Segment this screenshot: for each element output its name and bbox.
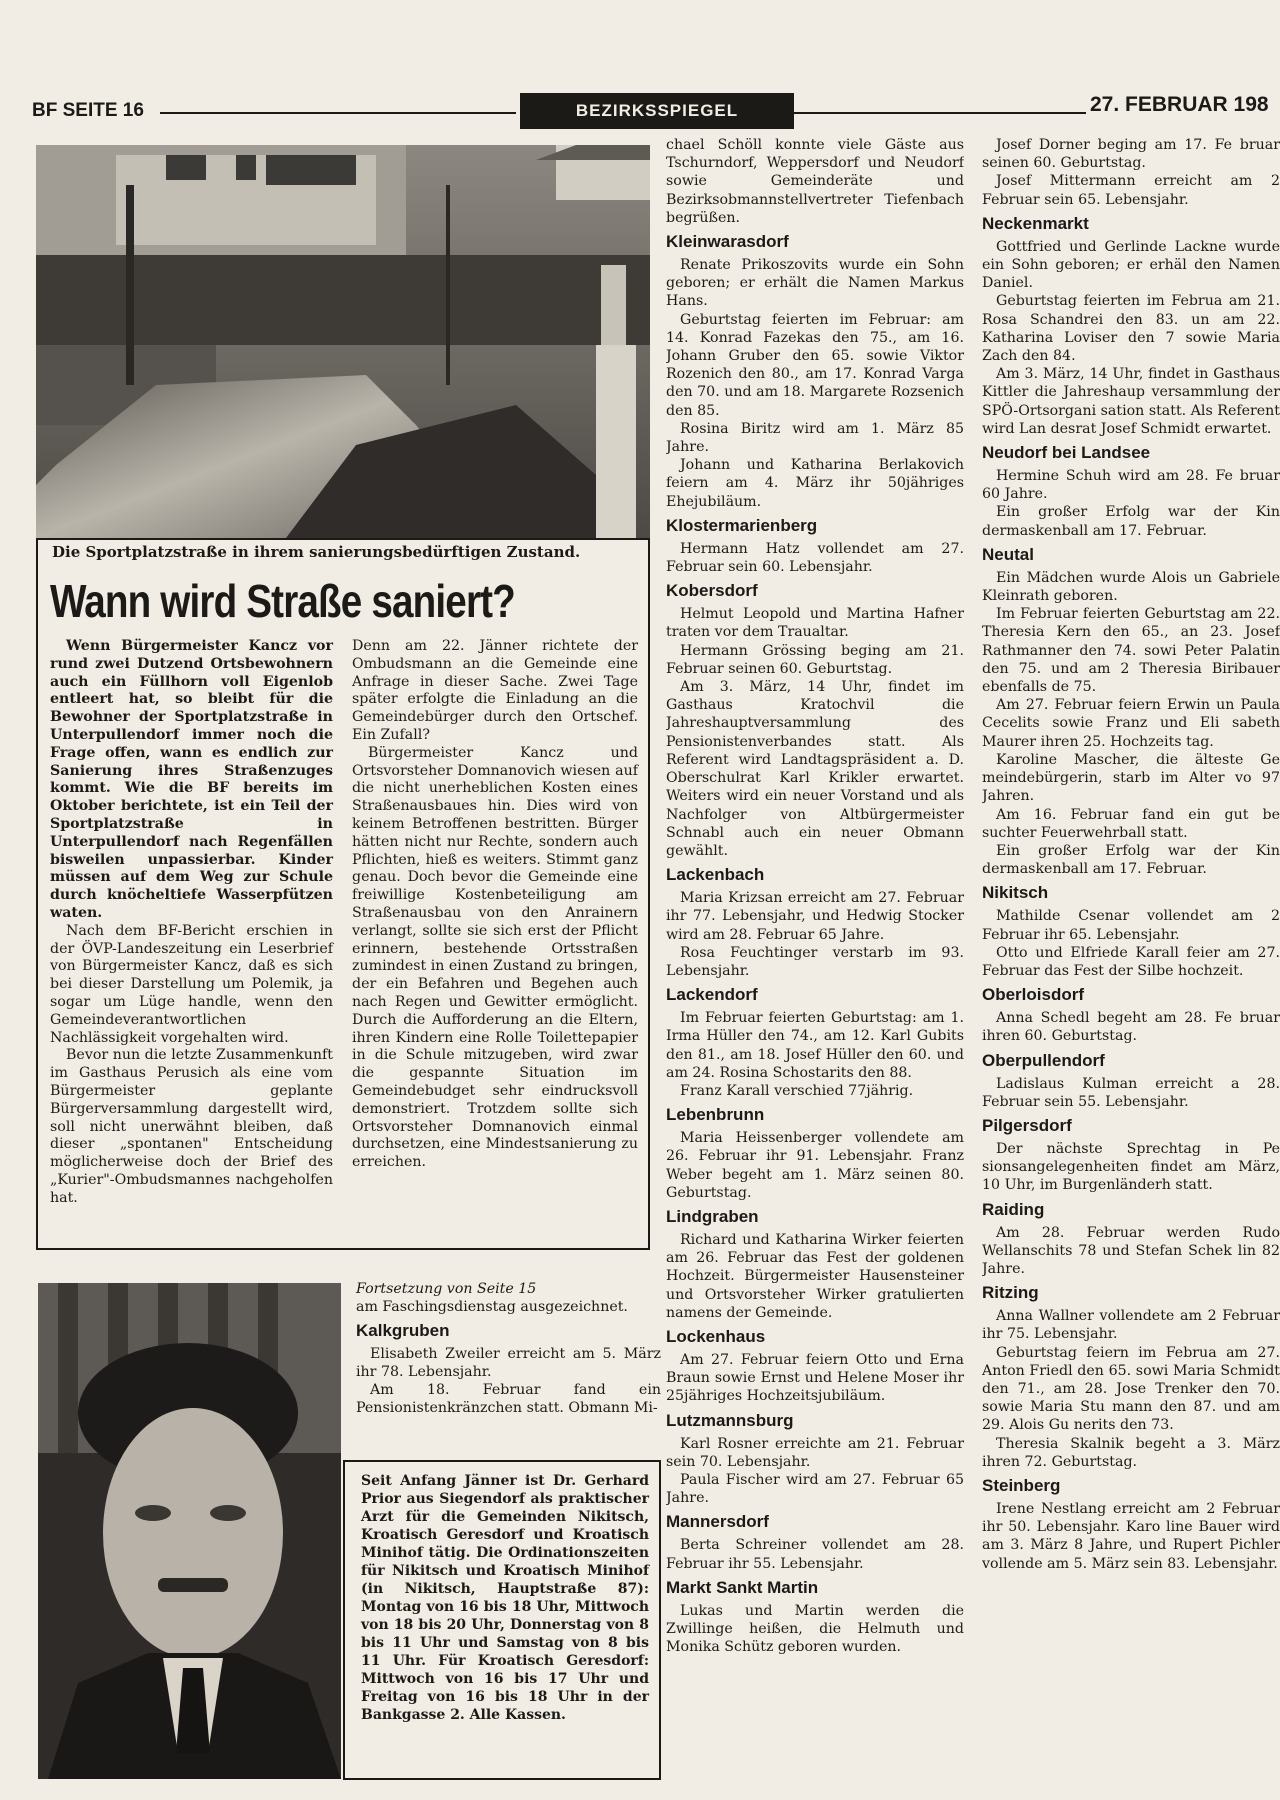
- news-item: Im Februar feierten Geburtstag am 22. Theresia Kern den 65., an 23. Josef Rathmanner den 74. sowi Peter Palatin den 75. und am 2 Theresia Biribauer ebenfalls de 75.: [982, 606, 1280, 696]
- article-column-1: [50, 638, 333, 1208]
- news-item: Lukas und Martin werden die Zwillinge heißen, die Helmuth und Monika Schütz geboren wurden.: [666, 1602, 964, 1656]
- news-item: Helmut Leopold und Martina Hafner traten vor dem Traualtar.: [666, 606, 964, 641]
- article-paragraph: Bevor nun die letzte Zusammenkunft im Gasthaus Perusich als eine vom Bürgermeister geplante Bürgerversammlung dargestellt wird, soll nicht unerwähnt bleiben, daß dieser „spontanen" Entscheidung möglicherweise doch der Brief des „Kurier"-Ombudsmannes nachgeholfen hat.: [50, 1047, 333, 1206]
- section-heading: Oberpullendorf: [982, 1050, 1105, 1070]
- section-heading: Neckenmarkt: [982, 213, 1089, 233]
- news-item: Maria Krizsan erreicht am 27. Februar ihr 77. Lebensjahr, und Hedwig Stocker wird am 28. Februar 65 Jahre.: [666, 890, 964, 943]
- news-item: Hermine Schuh wird am 28. Fe bruar 60 Jahre.: [982, 468, 1280, 503]
- section-heading: Markt Sankt Martin: [666, 1577, 819, 1597]
- column-intro: Josef Dorner beging am 17. Fe bruar seinen 60. Geburtstag.: [982, 137, 1280, 172]
- section-heading: Lockenhaus: [666, 1326, 766, 1346]
- news-item: Geburtstag feierten im Februa am 21. Rosa Schandrei den 83. un am 22. Katharina Loviser den 7 sowie Maria Zach den 84.: [982, 293, 1280, 365]
- section-heading: Nikitsch: [982, 883, 1049, 903]
- news-item: Ein großer Erfolg war der Kin dermaskenball am 17. Februar.: [982, 504, 1280, 539]
- section-heading: Kalkgruben: [356, 1321, 450, 1340]
- news-item: Otto und Elfriede Karall feier am 27. Februar das Fest der Silbe hochzeit.: [982, 944, 1280, 979]
- section-heading: Ritzing: [982, 1283, 1039, 1303]
- street-photo: [36, 145, 650, 538]
- news-item: Hermann Grössing beging am 21. Februar seinen 60. Geburtstag.: [666, 642, 964, 677]
- issue-date: 27. FEBRUAR 198: [1090, 93, 1269, 116]
- news-item: Berta Schreiner vollendet am 28. Februar ihr 55. Lebensjahr.: [666, 1537, 964, 1572]
- news-item: Geburtstag feierten im Februar: am 14. Konrad Fazekas den 75., am 16. Johann Gruber den 65. sowie Viktor Rozenich den 80., am 17. Konrad Varga den 70. und am 18. Margarete Rozsenich den 85.: [666, 311, 964, 419]
- news-item: Ein großer Erfolg war der Kin dermaskenball am 17. Februar.: [982, 842, 1280, 878]
- news-item: Mathilde Csenar vollendet am 2 Februar ihr 65. Lebensjahr.: [982, 908, 1280, 943]
- news-item: Hermann Hatz vollendet am 27. Februar sein 60. Lebensjahr.: [666, 540, 964, 576]
- news-item: Am 18. Februar fand ein Pensionistenkränzchen statt. Obmann Mi-: [356, 1382, 661, 1416]
- news-item: Theresia Skalnik begeht a 3. März ihren 72. Geburtstag.: [982, 1435, 1280, 1470]
- news-item: Renate Prikoszovits wurde ein Sohn geboren; er erhält die Namen Markus Hans.: [666, 257, 964, 310]
- doctor-notice-text: Seit Anfang Jänner ist Dr. Gerhard Prior aus Siegendorf als praktischer Arzt für die Gemeinden Nikitsch, Kroatisch Geresdorf und Kroatisch Minihof tätig. Die Ordinationszeiten für Nikitsch und Kroatisch Minihof (in Nikitsch, Hauptstraße 87): Montag von 16 bis 18 Uhr, Mittwoch von 18 bis 20 Uhr, Donnerstag von 8 bis 11 Uhr und Samstag von 8 bis 11 Uhr. Für Kroatisch Geresdorf: Mittwoch von 16 bis 17 Uhr und Freitag von 16 bis 18 Uhr in der Bankgasse 2. Alle Kassen.: [361, 1473, 649, 1723]
- news-item: Elisabeth Zweiler erreicht am 5. März ihr 78. Lebensjahr.: [356, 1346, 661, 1380]
- section-title: BEZIRKSSPIEGEL: [520, 93, 794, 129]
- local-news-column-2: [666, 136, 964, 1786]
- news-item: Geburtstag feiern im Februa am 27. Anton Friedl den 65. sowi Maria Schmidt den 71., am 28. Jose Trenker den 70. sowie Maria Stu mann den 87. und am 29. Alois Gu nerits den 73.: [982, 1344, 1280, 1434]
- article-paragraph: Denn am 22. Jänner richtete der Ombudsmann an die Gemeinde eine Anfrage in dieser Sache. Zwei Tage später erfolgte die Einladung an die Gemeindebürger durch den Ortschef. Ein Zufall?: [352, 638, 638, 743]
- section-heading: Raiding: [982, 1199, 1045, 1219]
- news-item: Am 3. März, 14 Uhr, findet in Gasthaus Kittler die Jahreshaup versammlung der SPÖ-Ortsorgani sation statt. Als Referent wird Lan desrat Josef Schmidt erwartet.: [982, 366, 1280, 437]
- section-heading: Lackendorf: [666, 985, 758, 1005]
- continuation-column: [356, 1280, 661, 1417]
- section-heading: Lebenbrunn: [666, 1105, 765, 1125]
- news-item: Gottfried und Gerlinde Lackne wurde ein Sohn geboren; er erhäl den Namen Daniel.: [982, 238, 1280, 292]
- section-heading: Kleinwarasdorf: [666, 232, 789, 252]
- news-item: Am 27. Februar feiern Otto und Erna Braun sowie Ernst und Helene Moser ihr 25jähriges Hochzeitsjubiläum.: [666, 1351, 964, 1405]
- local-news-column-3: [982, 136, 1280, 1786]
- section-heading: Steinberg: [982, 1475, 1061, 1495]
- article-headline: Wann wird Straße saniert?: [50, 575, 515, 627]
- news-item: Anna Wallner vollendete am 2 Februar ihr 75. Lebensjahr.: [982, 1308, 1280, 1343]
- doctor-notice-box: [343, 1460, 661, 1780]
- news-item: Johann und Katharina Berlakovich feiern am 4. März ihr 50jähriges Ehejubiläum.: [666, 457, 964, 510]
- news-item: Rosa Feuchtinger verstarb im 93. Lebensjahr.: [666, 944, 964, 979]
- news-item: Im Februar feierten Geburtstag: am 1. Irma Hüller den 74., am 12. Karl Gubits den 81., am 18. Josef Hüller den 60. und am 24. Rosina Schostarits den 88.: [666, 1010, 964, 1081]
- column-intro: Josef Mittermann erreicht am 2 Februar sein 65. Lebensjahr.: [982, 173, 1280, 208]
- news-item: Ladislaus Kulman erreicht a 28. Februar sein 55. Lebensjahr.: [982, 1075, 1280, 1110]
- section-heading: Mannersdorf: [666, 1512, 769, 1532]
- section-heading: Pilgersdorf: [982, 1115, 1072, 1135]
- section-heading: Neudorf bei Landsee: [982, 443, 1151, 463]
- section-heading: Lutzmannsburg: [666, 1410, 794, 1430]
- section-heading: Oberloisdorf: [982, 985, 1085, 1005]
- continuation-note: Fortsetzung von Seite 15: [356, 1281, 537, 1297]
- news-item: Karoline Mascher, die älteste Ge meindebürgerin, starb im Alter vo 97 Jahren.: [982, 751, 1280, 805]
- news-item: Paula Fischer wird am 27. Februar 65 Jahre.: [666, 1471, 964, 1507]
- column-intro: chael Schöll konnte viele Gäste aus Tschurndorf, Weppersdorf und Neudorf sowie Gemeinderäte und Bezirksobmannstellvertreter Tiefenbach begrüßen.: [666, 137, 964, 226]
- continuation-intro: am Faschingsdienstag ausgezeichnet.: [356, 1299, 628, 1315]
- news-item: Franz Karall verschied 77jährig.: [680, 1082, 914, 1099]
- news-item: Anna Schedl begeht am 28. Fe bruar ihren 60. Geburtstag.: [982, 1010, 1280, 1045]
- header-rule-right: [794, 112, 1086, 114]
- photo-caption: Die Sportplatzstraße in ihrem sanierungsbedürftigen Zustand.: [52, 543, 581, 561]
- news-item: Der nächste Sprechtag in Pe sionsangelegenheiten findet am März, 10 Uhr, im Burgenländerh statt.: [982, 1140, 1280, 1194]
- portrait-photo: [38, 1283, 341, 1779]
- article-paragraph: Bürgermeister Kancz und Ortsvorsteher Domnanovich wiesen auf die nicht unerheblichen Kosten eines Straßenausbaues hin. Dies wird von keinem Betroffenen bestritten. Bürger hätten nicht nur Rechte, sondern auch Pflichten, hieß es weiters. Stimmt ganz genau. Doch bevor die Gemeinde eine freiwillige Kostenbeteiligung am Straßenausbau von den Anrainern verlangt, sollte sie sich erst der Pflicht erinnern, bestehende Ortsstraßen zumindest in einen Zustand zu bringen, der ein Befahren und Begehen auch nach Regen und Gewitter ermöglicht. Durch die Aufforderung an die Eltern, ihren Kindern eine Rolle Toilettepapier in die Schule mitzugeben, wird zwar die gespannte Situation im Gemeindebudget sehr eindrucksvoll demonstriert. Trotzdem sollte sich Ortsvorsteher Domnanovich einmal durchsetzen, eine Mindestsanierung zu erreichen.: [352, 744, 638, 1171]
- article-paragraph: Wenn Bürgermeister Kancz vor rund zwei Dutzend Ortsbewohnern auch ein Füllhorn voll Eigenlob entleert hat, so bleibt für die Bewohner der Sportplatzstraße in Unterpullendorf immer noch die Frage offen, wann es endlich zur Sanierung ihres Straßenzuges kommt. Wie die BF bereits im Oktober berichtete, ist ein Teil der Sportplatzstraße in Unterpullendorf nach Regenfällen bisweilen unpassierbar. Kinder müssen auf dem Weg zur Schule durch knöcheltiefe Wasserpfützen waten.: [50, 638, 333, 921]
- news-item: Irene Nestlang erreicht am 2 Februar ihr 50. Lebensjahr. Karo line Bauer wird am 3. März 8 Jahre, und Rupert Pichler vollende am 5. März sein 83. Lebensjahr.: [982, 1500, 1280, 1572]
- section-heading: Klostermarienberg: [666, 515, 818, 535]
- article-paragraph: Nach dem BF-Bericht erschien in der ÖVP-Landeszeitung ein Leserbrief von Bürgermeister Kancz, daß es sich bei dieser Darstellung um Polemik, ja sogar um Lüge handle, wenn den Gemeindeverantwortlichen Nachlässigkeit vorgehalten wird.: [50, 922, 333, 1046]
- news-item: Am 16. Februar fand ein gut be suchter Feuerwehrball statt.: [982, 806, 1280, 841]
- news-item: Am 28. Februar werden Rudo Wellanschits 78 und Stefan Schek lin 82 Jahre.: [982, 1224, 1280, 1277]
- news-item: Am 3. März, 14 Uhr, findet im Gasthaus Kratochvil die Jahreshauptversammlung des Pensionistenverbandes statt. Als Referent wird Landtagspräsident a. D. Oberschulrat Karl Krikler erwartet. Weiters wird ein neuer Vorstand und als Nachfolger von Altbürgermeister Schnabl auch ein neuer Obmann gewählt.: [666, 679, 964, 859]
- header-rule-left: [160, 112, 516, 114]
- article-column-2: [352, 638, 638, 1172]
- section-heading: Kobersdorf: [666, 581, 758, 601]
- section-heading: Lindgraben: [666, 1206, 759, 1226]
- news-item: Rosina Biritz wird am 1. März 85 Jahre.: [666, 420, 964, 456]
- section-heading: Lackenbach: [666, 865, 765, 885]
- page-number: BF SEITE 16: [32, 100, 144, 121]
- news-item: Ein Mädchen wurde Alois un Gabriele Kleinrath geboren.: [982, 569, 1280, 605]
- news-item: Maria Heissenberger vollendete am 26. Februar ihr 91. Lebensjahr. Franz Weber begeht am 1. März seinen 80. Geburtstag.: [666, 1130, 964, 1201]
- news-item: Richard und Katharina Wirker feierten am 26. Februar das Fest der goldenen Hochzeit. Bürgermeister Hausensteiner und Ortsvorsteher Wirker gratulierten namens der Gemeinde.: [666, 1231, 964, 1321]
- news-item: Karl Rosner erreichte am 21. Februar sein 70. Lebensjahr.: [666, 1435, 964, 1470]
- news-item: Am 27. Februar feiern Erwin un Paula Cecelits sowie Franz und Eli sabeth Maurer ihren 25. Hochzeits tag.: [982, 697, 1280, 750]
- section-heading: Neutal: [982, 544, 1034, 564]
